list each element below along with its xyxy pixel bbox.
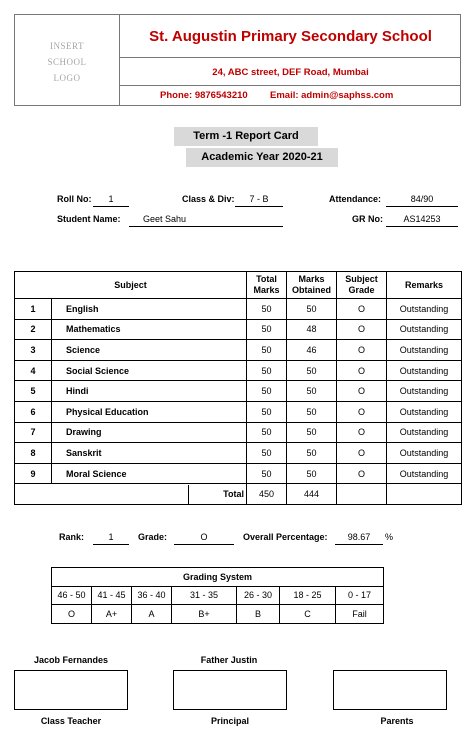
grading-grade-row bbox=[52, 605, 384, 624]
remarks: Outstanding bbox=[387, 443, 462, 464]
remarks: Outstanding bbox=[387, 381, 462, 402]
table-row bbox=[15, 422, 462, 443]
logo-placeholder-text: INSERT SCHOOL LOGO bbox=[47, 41, 87, 83]
marks-table bbox=[14, 271, 462, 505]
roll-no-label: Roll No: bbox=[57, 194, 92, 204]
gr-no-value: AS14253 bbox=[386, 214, 458, 227]
grade-range: 26 - 30 bbox=[237, 586, 280, 605]
class-teacher-name: Jacob Fernandes bbox=[33, 655, 109, 665]
row-number: 1 bbox=[15, 299, 52, 320]
student-name-label: Student Name: bbox=[57, 214, 121, 224]
grade-label: Grade: bbox=[138, 532, 168, 542]
subject-name: Sanskrit bbox=[52, 443, 247, 464]
marks-table-header bbox=[15, 272, 462, 299]
principal-label: Principal bbox=[210, 716, 249, 726]
total-grade-empty bbox=[337, 484, 387, 505]
marks-obtained-header: Marks Obtained bbox=[287, 272, 337, 299]
grade-range: 0 - 17 bbox=[336, 586, 384, 605]
principal-name: Father Justin bbox=[200, 655, 258, 665]
total-marks-sum: 450 bbox=[247, 484, 287, 505]
subject-name: Science bbox=[52, 340, 247, 361]
table-row bbox=[15, 360, 462, 381]
grade-letter: B bbox=[237, 605, 280, 624]
total-marks: 50 bbox=[247, 319, 287, 340]
total-marks: 50 bbox=[247, 340, 287, 361]
grade-letter: C bbox=[280, 605, 336, 624]
school-phone: Phone: 9876543210 bbox=[160, 90, 248, 101]
total-marks: 50 bbox=[247, 422, 287, 443]
marks-obtained: 50 bbox=[287, 360, 337, 381]
row-number: 8 bbox=[15, 443, 52, 464]
subject-grade: O bbox=[337, 299, 387, 320]
school-email: Email: admin@saphss.com bbox=[270, 90, 394, 101]
total-marks: 50 bbox=[247, 381, 287, 402]
remarks: Outstanding bbox=[387, 422, 462, 443]
principal-signature-box bbox=[173, 670, 287, 710]
marks-obtained: 50 bbox=[287, 299, 337, 320]
grading-title-row bbox=[52, 568, 384, 587]
subject-grade: O bbox=[337, 360, 387, 381]
row-number: 5 bbox=[15, 381, 52, 402]
header-divider bbox=[120, 85, 461, 86]
remarks: Outstanding bbox=[387, 319, 462, 340]
subject-grade: O bbox=[337, 463, 387, 484]
row-number: 4 bbox=[15, 360, 52, 381]
class-teacher-label: Class Teacher bbox=[40, 716, 102, 726]
grade-range: 31 - 35 bbox=[172, 586, 237, 605]
subject-grade: O bbox=[337, 422, 387, 443]
remarks: Outstanding bbox=[387, 463, 462, 484]
academic-year-title: Academic Year 2020-21 bbox=[186, 148, 338, 167]
table-row bbox=[15, 340, 462, 361]
class-div-label: Class & Div: bbox=[182, 194, 235, 204]
class-teacher-signature-box bbox=[14, 670, 128, 710]
remarks-header: Remarks bbox=[387, 272, 462, 299]
overall-percentage-label: Overall Percentage: bbox=[243, 532, 328, 542]
grading-range-row bbox=[52, 586, 384, 605]
attendance-value: 84/90 bbox=[386, 194, 458, 207]
row-number: 7 bbox=[15, 422, 52, 443]
row-number: 9 bbox=[15, 463, 52, 484]
row-number: 2 bbox=[15, 319, 52, 340]
table-row bbox=[15, 401, 462, 422]
school-address: 24, ABC street, DEF Road, Mumbai bbox=[212, 67, 369, 78]
remarks: Outstanding bbox=[387, 401, 462, 422]
school-name: St. Augustin Primary Secondary School bbox=[149, 28, 432, 45]
subject-grade: O bbox=[337, 401, 387, 422]
subject-name: Social Science bbox=[52, 360, 247, 381]
subject-name: English bbox=[52, 299, 247, 320]
grade-letter: A+ bbox=[92, 605, 132, 624]
marks-obtained: 50 bbox=[287, 401, 337, 422]
marks-obtained: 50 bbox=[287, 381, 337, 402]
grade-letter: A bbox=[132, 605, 172, 624]
class-div-value: 7 - B bbox=[235, 194, 283, 207]
rank-label: Rank: bbox=[59, 532, 85, 542]
total-marks-header: Total Marks bbox=[247, 272, 287, 299]
subject-name: Mathematics bbox=[52, 319, 247, 340]
grade-letter: Fail bbox=[336, 605, 384, 624]
total-marks: 50 bbox=[247, 360, 287, 381]
table-row bbox=[15, 463, 462, 484]
subject-header: Subject bbox=[15, 272, 247, 299]
percent-sign: % bbox=[385, 532, 394, 542]
student-name-value: Geet Sahu bbox=[129, 214, 283, 227]
grade-letter: B+ bbox=[172, 605, 237, 624]
marks-obtained: 50 bbox=[287, 443, 337, 464]
grading-system-table bbox=[51, 567, 384, 624]
total-label bbox=[15, 484, 247, 505]
total-remarks-empty bbox=[387, 484, 462, 505]
grade-letter: O bbox=[52, 605, 92, 624]
subject-name: Moral Science bbox=[52, 463, 247, 484]
total-obtained-sum: 444 bbox=[287, 484, 337, 505]
row-number: 3 bbox=[15, 340, 52, 361]
gr-no-label: GR No: bbox=[352, 214, 383, 224]
grade-range: 46 - 50 bbox=[52, 586, 92, 605]
marks-obtained: 50 bbox=[287, 463, 337, 484]
total-marks: 50 bbox=[247, 299, 287, 320]
subject-name: Physical Education bbox=[52, 401, 247, 422]
subject-grade-header: Subject Grade bbox=[337, 272, 387, 299]
grade-range: 36 - 40 bbox=[132, 586, 172, 605]
attendance-label: Attendance: bbox=[329, 194, 382, 204]
parents-label: Parents bbox=[380, 716, 414, 726]
subject-grade: O bbox=[337, 381, 387, 402]
subject-grade: O bbox=[337, 443, 387, 464]
total-marks: 50 bbox=[247, 401, 287, 422]
table-row bbox=[15, 319, 462, 340]
grade-range: 18 - 25 bbox=[280, 586, 336, 605]
table-row bbox=[15, 443, 462, 464]
subject-grade: O bbox=[337, 319, 387, 340]
marks-obtained: 46 bbox=[287, 340, 337, 361]
subject-grade: O bbox=[337, 340, 387, 361]
subject-name: Drawing bbox=[52, 422, 247, 443]
subject-name: Hindi bbox=[52, 381, 247, 402]
remarks: Outstanding bbox=[387, 360, 462, 381]
remarks: Outstanding bbox=[387, 340, 462, 361]
total-marks: 50 bbox=[247, 463, 287, 484]
table-row bbox=[15, 381, 462, 402]
overall-percentage-value: 98.67 bbox=[335, 532, 383, 545]
parents-signature-box bbox=[333, 670, 447, 710]
total-marks: 50 bbox=[247, 443, 287, 464]
grading-system-title: Grading System bbox=[52, 568, 384, 587]
header-divider bbox=[120, 57, 461, 58]
table-row bbox=[15, 299, 462, 320]
remarks: Outstanding bbox=[387, 299, 462, 320]
total-row bbox=[15, 484, 462, 505]
grade-range: 41 - 45 bbox=[92, 586, 132, 605]
marks-obtained: 48 bbox=[287, 319, 337, 340]
grade-value: O bbox=[174, 532, 234, 545]
total-label-text: Total bbox=[188, 485, 244, 504]
roll-no-value: 1 bbox=[93, 194, 129, 207]
marks-obtained: 50 bbox=[287, 422, 337, 443]
report-card-title: Term -1 Report Card bbox=[174, 127, 318, 146]
row-number: 6 bbox=[15, 401, 52, 422]
rank-value: 1 bbox=[93, 532, 129, 545]
